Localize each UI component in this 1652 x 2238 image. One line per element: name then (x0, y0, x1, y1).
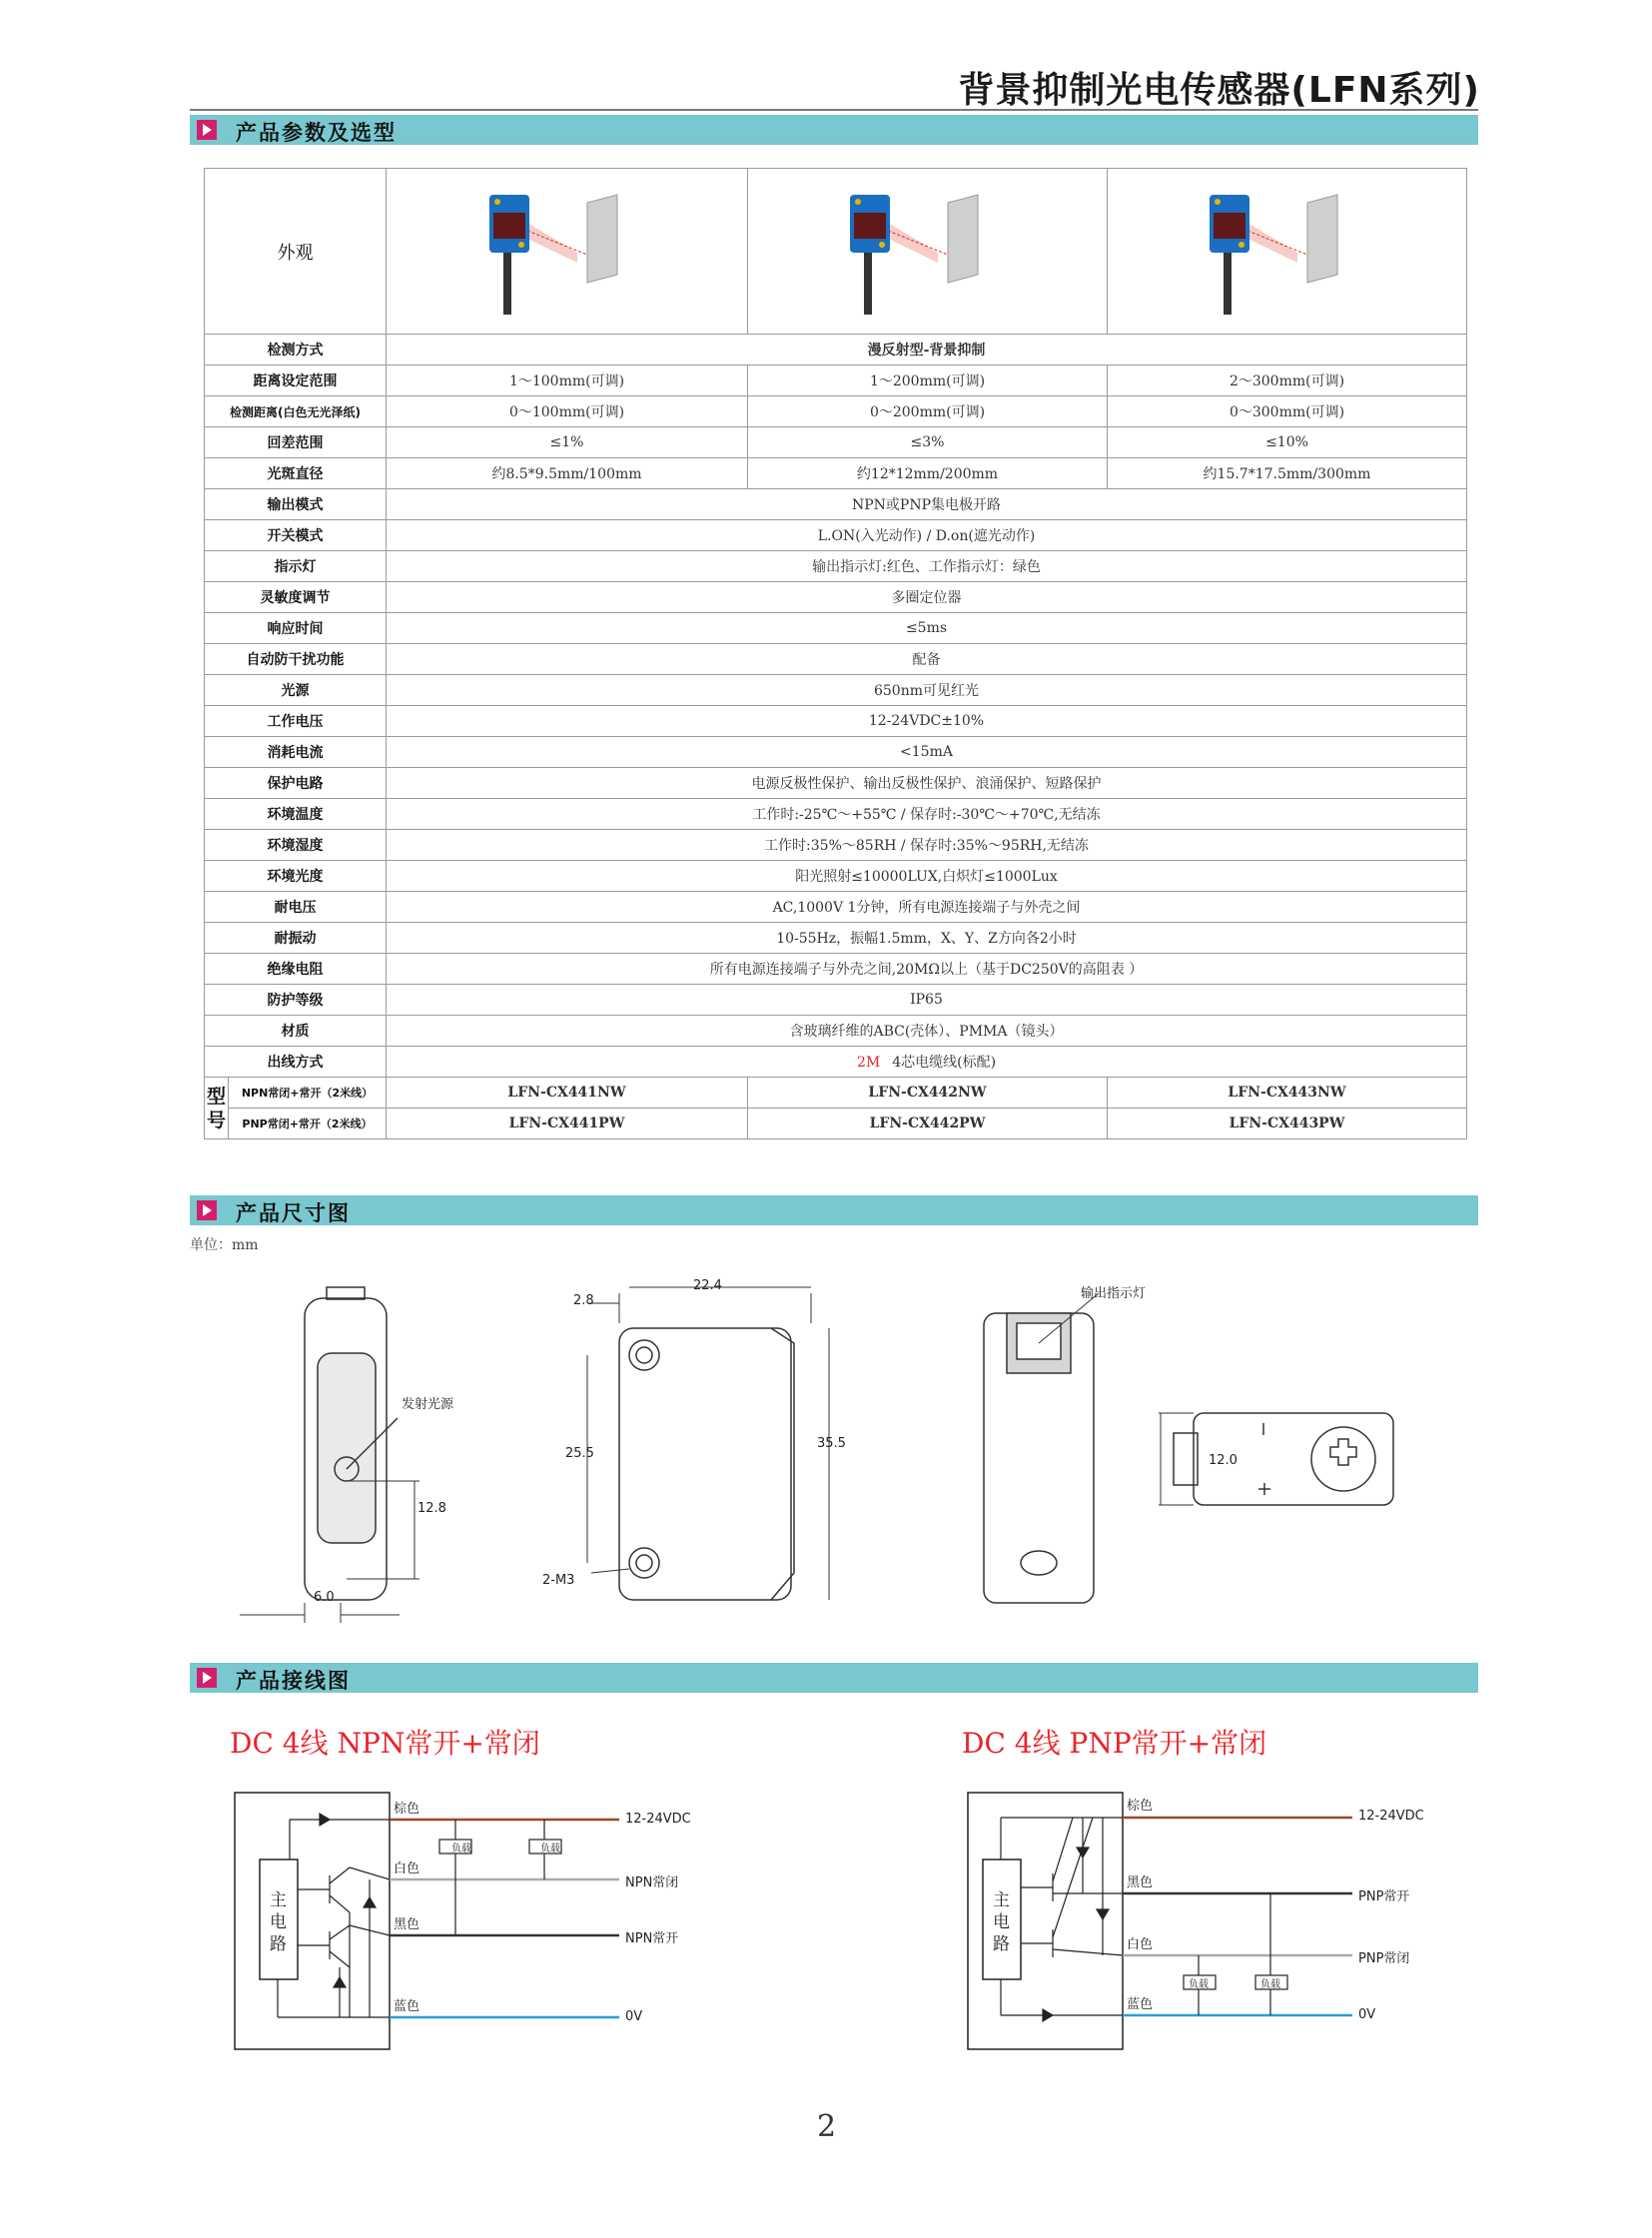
spec-row (205, 892, 1467, 923)
model-code: LFN-CX442NW (748, 1078, 1108, 1109)
spec-row (205, 861, 1467, 892)
terminal-label: 0V (625, 2009, 643, 2024)
pnp-wiring-diagram (963, 1788, 1462, 2057)
spec-row (205, 706, 1467, 737)
row-label: 检测距离(白色无光泽纸) (205, 396, 387, 427)
spec-row (205, 582, 1467, 613)
sensor-image (748, 169, 1108, 335)
load-label: 负载 (451, 1844, 471, 1855)
row-label: 光斑直径 (205, 458, 387, 489)
row-value: 电源反极性保护、输出反极性保护、浪涌保护、短路保护 (387, 768, 1467, 799)
row-label: NPN常闭+常开（2米线） (229, 1078, 387, 1109)
row-value: ≤10% (1108, 427, 1467, 458)
wire-white-label: 白色 (394, 1862, 420, 1876)
sensor-image (387, 169, 748, 335)
play-marker-icon (197, 1200, 217, 1220)
row-label: 材质 (205, 1016, 387, 1047)
spec-row (205, 427, 1467, 458)
row-value: 2～300mm(可调) (1108, 366, 1467, 396)
pnp-wiring-title: DC 4线 PNP常开+常闭 (962, 1727, 1267, 1760)
section-bar-wiring (190, 1663, 1478, 1693)
row-value: 含玻璃纤维的ABC(壳体）、PMMA（镜头） (387, 1016, 1467, 1047)
spec-row (205, 458, 1467, 489)
terminal-label: NPN常开 (625, 1931, 679, 1946)
row-label: 环境温度 (205, 799, 387, 830)
row-value: 0～100mm(可调) (387, 396, 748, 427)
title-divider (190, 109, 1478, 111)
row-value: 0～300mm(可调) (1108, 396, 1467, 427)
spec-row (205, 675, 1467, 706)
spec-row (205, 1016, 1467, 1047)
main-circuit-label: 主电路 (993, 1890, 1010, 1954)
dim-value: 2.8 (573, 1293, 594, 1308)
sensor-photo-icon (828, 175, 1028, 325)
wire-brown-label: 棕色 (1127, 1799, 1154, 1814)
npn-wiring-title: DC 4线 NPN常开+常闭 (230, 1727, 540, 1760)
row-label: 出线方式 (205, 1047, 387, 1078)
spec-table (204, 168, 1467, 1139)
row-value: AC,1000V 1分钟，所有电源连接端子与外壳之间 (387, 892, 1467, 923)
section-bar-dimensions (190, 1195, 1478, 1225)
spec-row (205, 1047, 1467, 1078)
dim-value: 25.5 (565, 1446, 594, 1461)
wire-black-label: 黑色 (394, 1917, 420, 1932)
dim-indicator: 输出指示灯 (1081, 1286, 1147, 1301)
row-label: 自动防干扰功能 (205, 644, 387, 675)
row-value: ≤1% (387, 427, 748, 458)
spec-row (205, 335, 1467, 366)
row-value: 约12*12mm/200mm (748, 458, 1108, 489)
section-title: 产品尺寸图 (236, 1201, 351, 1225)
section-bar-params (190, 115, 1478, 145)
row-label: 光源 (205, 675, 387, 706)
load-label: 负载 (540, 1844, 560, 1855)
row-label: 消耗电流 (205, 737, 387, 768)
row-label: 开关模式 (205, 520, 387, 551)
row-label: 耐振动 (205, 923, 387, 954)
row-value: 输出指示灯:红色、工作指示灯：绿色 (387, 551, 1467, 582)
dim-value: 22.4 (693, 1278, 722, 1293)
terminal-label: 0V (1358, 2007, 1376, 2022)
row-label: 输出模式 (205, 489, 387, 520)
spec-row (205, 768, 1467, 799)
spec-row (205, 489, 1467, 520)
unit-label: 单位：mm (190, 1237, 259, 1253)
dim-value: 12.8 (417, 1501, 446, 1516)
row-value (387, 1047, 1467, 1078)
model-code: LFN-CX442PW (748, 1109, 1108, 1139)
row-value: 10-55Hz，振幅1.5mm，X、Y、Z方向各2小时 (387, 923, 1467, 954)
row-value: 多圈定位器 (387, 582, 1467, 613)
dim-emit-source: 发射光源 (402, 1397, 454, 1412)
row-label: 工作电压 (205, 706, 387, 737)
row-value: 阳光照射≤10000LUX,白炽灯≤1000Lux (387, 861, 1467, 892)
appearance-row (205, 169, 1467, 335)
load-label: 负载 (1260, 1979, 1280, 1990)
model-code: LFN-CX443PW (1108, 1109, 1467, 1139)
terminal-label: NPN常闭 (625, 1875, 679, 1890)
row-label: 耐电压 (205, 892, 387, 923)
row-value: 工作时:35%～85RH / 保存时:35%～95RH,无结冻 (387, 830, 1467, 861)
load-label: 负载 (1189, 1979, 1209, 1990)
row-value: 1～200mm(可调) (748, 366, 1108, 396)
row-label: 环境光度 (205, 861, 387, 892)
terminal-label: PNP常开 (1358, 1889, 1410, 1904)
row-value: 配备 (387, 644, 1467, 675)
model-label: 型号 (205, 1078, 229, 1139)
row-label: 检测方式 (205, 335, 387, 366)
model-row (205, 1078, 1467, 1109)
dim-value: 2-M3 (542, 1573, 575, 1588)
wire-blue-label: 蓝色 (394, 1999, 420, 2014)
spec-row (205, 830, 1467, 861)
row-value: 12-24VDC±10% (387, 706, 1467, 737)
dim-value: 6.0 (314, 1590, 335, 1605)
spec-row (205, 799, 1467, 830)
spec-row (205, 613, 1467, 644)
play-marker-icon (197, 120, 217, 140)
row-value: 漫反射型-背景抑制 (387, 335, 1467, 366)
sensor-photo-icon (1188, 175, 1387, 325)
wire-brown-label: 棕色 (394, 1802, 420, 1817)
dimension-drawings (220, 1273, 1458, 1633)
wire-blue-label: 蓝色 (1127, 1997, 1154, 2012)
spec-row (205, 551, 1467, 582)
row-value: NPN或PNP集电极开路 (387, 489, 1467, 520)
row-label: 外观 (205, 169, 387, 335)
row-label: 环境湿度 (205, 830, 387, 861)
row-label: 防护等级 (205, 985, 387, 1016)
row-label: 回差范围 (205, 427, 387, 458)
row-label: 指示灯 (205, 551, 387, 582)
row-value: 0～200mm(可调) (748, 396, 1108, 427)
row-value: IP65 (387, 985, 1467, 1016)
section-title: 产品接线图 (236, 1669, 351, 1693)
terminal-label: 12-24VDC (1358, 1809, 1424, 1824)
row-value: 约15.7*17.5mm/300mm (1108, 458, 1467, 489)
model-row (205, 1109, 1467, 1139)
spec-row (205, 520, 1467, 551)
model-code: LFN-CX443NW (1108, 1078, 1467, 1109)
row-value: 所有电源连接端子与外壳之间,20MΩ以上（基于DC250V的高阻表 ） (387, 954, 1467, 985)
terminal-label: PNP常闭 (1358, 1951, 1410, 1966)
cable-desc: 4芯电缆线(标配) (892, 1055, 997, 1071)
page-number: 2 (817, 2109, 837, 2144)
row-label: 绝缘电阻 (205, 954, 387, 985)
spec-row (205, 396, 1467, 427)
row-value: 约8.5*9.5mm/100mm (387, 458, 748, 489)
row-label: 保护电路 (205, 768, 387, 799)
play-marker-icon (197, 1668, 217, 1688)
cable-length: 2M (856, 1055, 881, 1071)
dim-value: 35.5 (817, 1436, 846, 1451)
terminal-label: 12-24VDC (625, 1812, 691, 1827)
row-value: <15mA (387, 737, 1467, 768)
row-label: 距离设定范围 (205, 366, 387, 396)
wire-white-label: 白色 (1127, 1937, 1154, 1952)
dim-value: 12.0 (1209, 1453, 1238, 1468)
npn-wiring-diagram (230, 1788, 729, 2057)
row-value: 1～100mm(可调) (387, 366, 748, 396)
spec-row (205, 985, 1467, 1016)
main-circuit-label: 主电路 (270, 1890, 287, 1954)
page-title: 背景抑制光电传感器(LFN系列) (958, 70, 1480, 111)
spec-row (205, 954, 1467, 985)
section-title: 产品参数及选型 (236, 121, 397, 145)
row-label: 响应时间 (205, 613, 387, 644)
row-label: PNP常闭+常开（2米线） (229, 1109, 387, 1139)
row-value: ≤5ms (387, 613, 1467, 644)
spec-row (205, 366, 1467, 396)
sensor-image (1108, 169, 1467, 335)
wire-black-label: 黑色 (1127, 1875, 1154, 1890)
row-value: 工作时:-25℃～+55℃ / 保存时:-30℃～+70℃,无结冻 (387, 799, 1467, 830)
model-code: LFN-CX441NW (387, 1078, 748, 1109)
side-view-outline (619, 1328, 791, 1600)
row-label: 灵敏度调节 (205, 582, 387, 613)
row-value: 650nm可见红光 (387, 675, 1467, 706)
row-value: L.ON(入光动作) / D.on(遮光动作) (387, 520, 1467, 551)
spec-row (205, 737, 1467, 768)
row-value: ≤3% (748, 427, 1108, 458)
sensor-photo-icon (467, 175, 667, 325)
spec-row (205, 644, 1467, 675)
spec-row (205, 923, 1467, 954)
model-code: LFN-CX441PW (387, 1109, 748, 1139)
